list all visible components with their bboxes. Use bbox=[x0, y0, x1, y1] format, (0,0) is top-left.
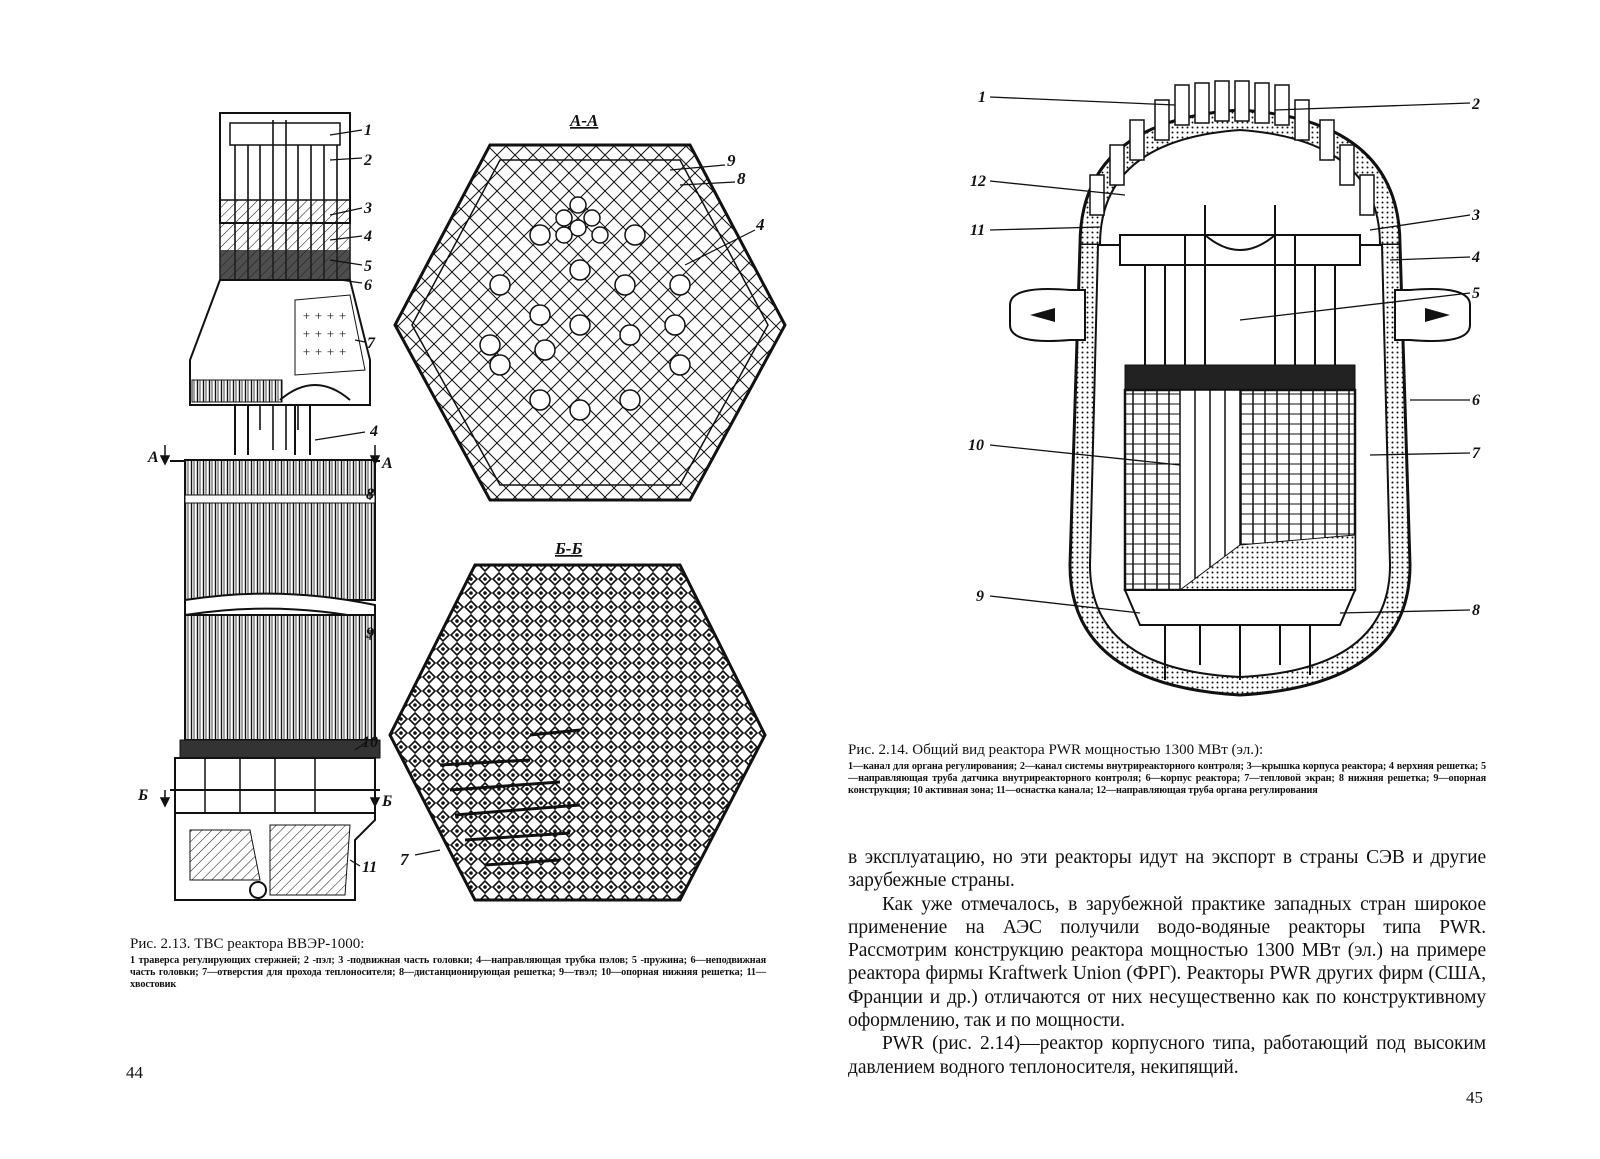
section-aa-drawing bbox=[380, 110, 800, 510]
callout-5: 5 bbox=[364, 258, 372, 275]
cut-a-left: А bbox=[148, 449, 159, 466]
callout-8: 8 bbox=[366, 486, 374, 503]
page-number-left: 44 bbox=[126, 1063, 143, 1082]
right-page bbox=[800, 0, 1600, 1159]
pwr-callout-7: 7 bbox=[1472, 445, 1480, 462]
pwr-callout-11: 11 bbox=[970, 222, 986, 239]
pwr-callout-9: 9 bbox=[976, 588, 984, 605]
callout-4: 4 bbox=[364, 228, 372, 245]
section-bb-title: Б-Б bbox=[555, 539, 583, 558]
svg-text:+ + + +: + + + + bbox=[302, 308, 347, 323]
figure-2-13-caption-body: 1 траверса регулирующих стержней; 2 -пэл; 3 -подвижная часть головки; 4—направляющая трубка пэлов; 5 -пружина; 6—неподвижная часть головки; 7—отверстия для прохода теплоносителя; 8—дистанционирующая решетка; 9—твэл; 10—опорная нижняя решетка; 11— хвостовик bbox=[130, 955, 766, 991]
callout-1: 1 bbox=[364, 122, 372, 139]
figure-2-14-caption-title: Рис. 2.14. Общий вид реактора PWR мощностью 1300 МВт (эл.): bbox=[848, 742, 1264, 758]
aa-callout-9: 9 bbox=[727, 151, 736, 170]
pwr-callout-10: 10 bbox=[968, 437, 984, 454]
cut-b-left: Б bbox=[138, 787, 149, 804]
pwr-callout-12: 12 bbox=[970, 173, 986, 190]
callout-2: 2 bbox=[364, 152, 372, 169]
pwr-callout-5: 5 bbox=[1472, 285, 1480, 302]
aa-callout-4: 4 bbox=[756, 215, 765, 234]
cut-a-right: А bbox=[382, 455, 393, 472]
svg-text:+ + + +: + + + + bbox=[302, 344, 347, 359]
callout-6: 6 bbox=[364, 277, 372, 294]
pwr-callout-4: 4 bbox=[1472, 249, 1480, 266]
pwr-callout-1: 1 bbox=[978, 89, 986, 106]
callout-9: 9 bbox=[366, 625, 374, 642]
paragraph-1: в эксплуатацию, но эти реакторы идут на экспорт в страны СЭВ и другие зарубежные страны. bbox=[848, 847, 1486, 892]
paragraph-2: Как уже отмечалось, в зарубежной практике западных стран широкое применение на АЭС получили водо-водяные реакторы типа PWR. Рассмотрим конструкцию реактора мощностью 1300 МВт (эл.) на примере реактора фирмы Kraftwerk Union (ФРГ). Реакторы PWR других фирм (США, Франции и др.) отличаются от них несущественно как по конструктивному оформлению, так и по мощности. bbox=[848, 893, 1486, 1032]
section-aa-title: А-А bbox=[570, 111, 599, 130]
pwr-callout-2: 2 bbox=[1472, 96, 1480, 113]
paragraph-3: PWR (рис. 2.14)—реактор корпусного типа, работающий под высоким давлением водного теплоносителя, некипящий. bbox=[848, 1033, 1486, 1078]
aa-callout-8: 8 bbox=[737, 169, 746, 188]
callout-3: 3 bbox=[364, 200, 372, 217]
page-number-right: 45 bbox=[1466, 1088, 1483, 1107]
svg-text:+ + + +: + + + + bbox=[302, 326, 347, 341]
pwr-callout-8: 8 bbox=[1472, 602, 1480, 619]
callout-7: 7 bbox=[367, 335, 375, 352]
figure-2-14-caption-body: 1—канал для органа регулирования; 2—канал системы внутриреакторного контроля; 3—крышка корпуса реактора; 4 верхняя решетка; 5—направляющая труба датчика внутриреакторного контроля; 6—корпус реактора; 7—тепловой экран; 8 нижняя решетка; 9—опорная конструкция; 10 активная зона; 11—оснастка канала; 12—направляющая труба органа регулирования bbox=[848, 761, 1486, 797]
cut-b-right: Б bbox=[382, 793, 393, 810]
callout-10: 10 bbox=[362, 734, 378, 751]
callout-11: 11 bbox=[362, 859, 378, 876]
pwr-callout-3: 3 bbox=[1472, 207, 1480, 224]
callout-4b: 4 bbox=[370, 423, 378, 440]
bb-callout-7: 7 bbox=[400, 850, 409, 869]
pwr-reactor-drawing bbox=[950, 65, 1510, 725]
pwr-callout-6: 6 bbox=[1472, 392, 1480, 409]
section-bb-drawing bbox=[380, 530, 800, 910]
figure-2-13-caption-title: Рис. 2.13. ТВС реактора ВВЭР-1000: bbox=[130, 936, 365, 952]
body-text bbox=[848, 846, 1486, 1079]
